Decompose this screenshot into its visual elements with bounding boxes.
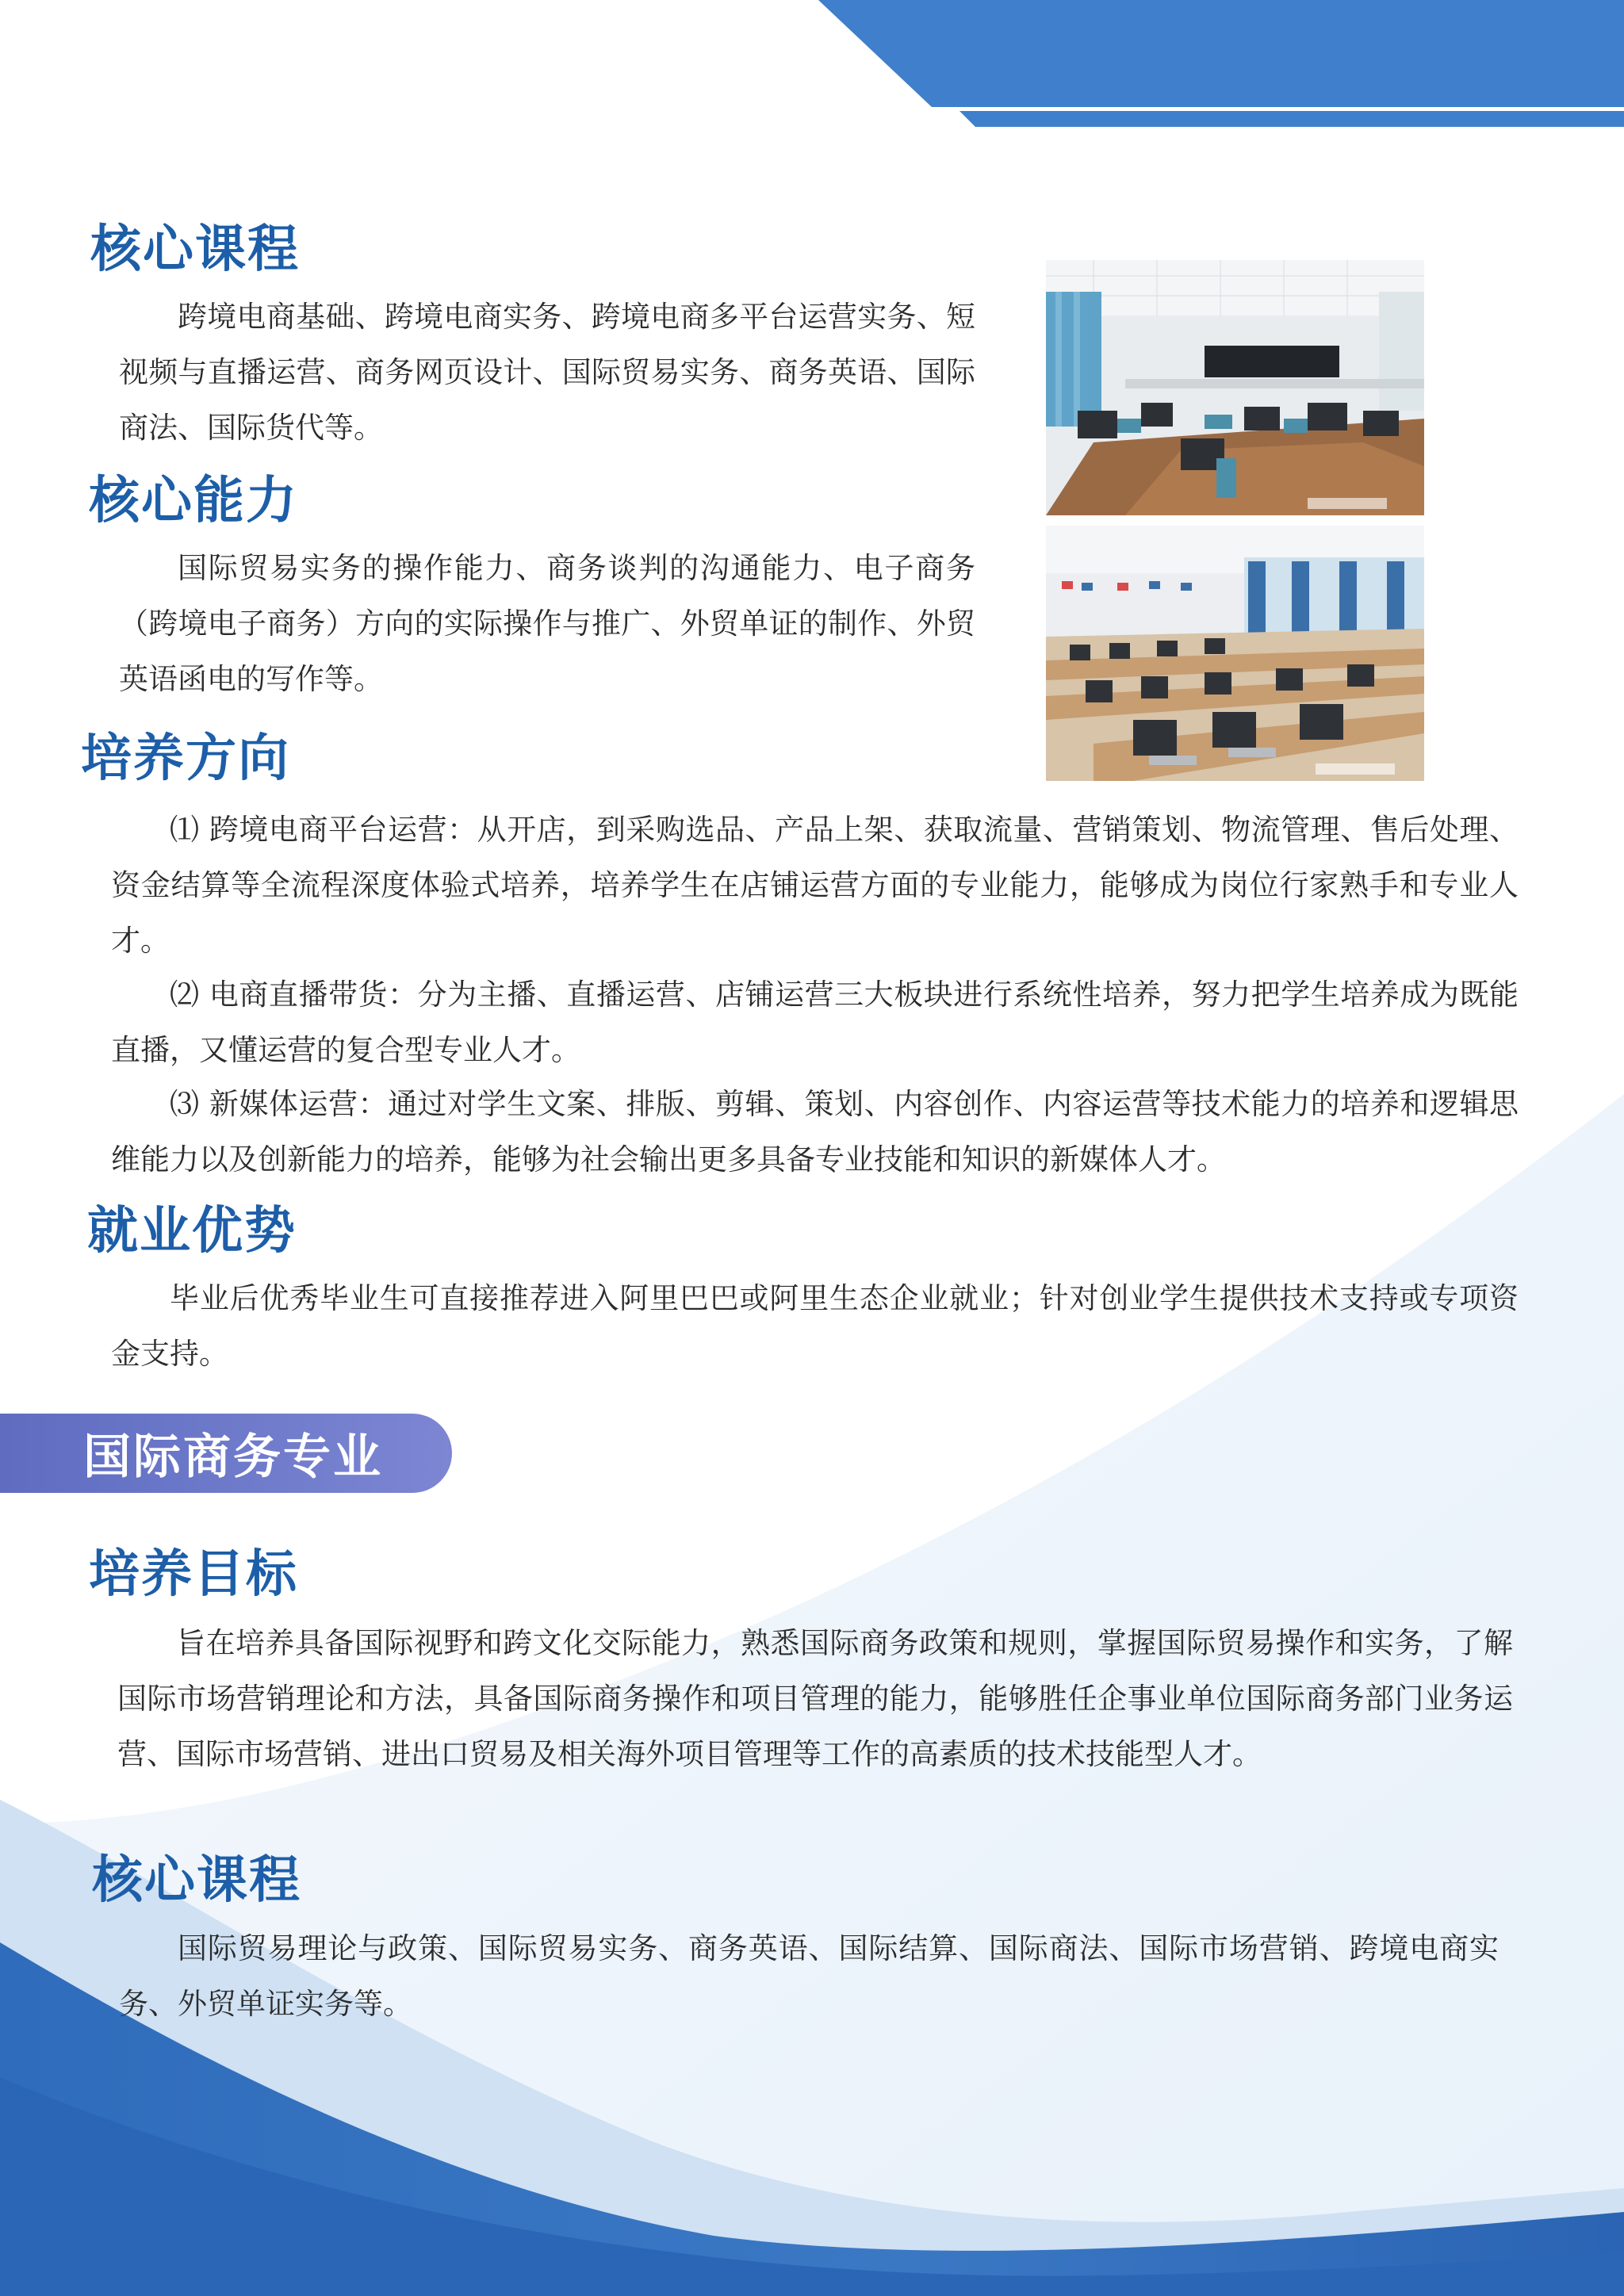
training-goal-paragraph: 旨在培养具备国际视野和跨文化交际能力，熟悉国际商务政策和规则，掌握国际贸易操作和实务，了解国际市场营销理论和方法，具备国际商务操作和项目管理的能力，能够胜任企事业单位国际商务部门业务运营、国际市场营销、进出口贸易及相关海外项目管理等工作的高素质的技术技能型人才。 — [117, 1626, 1513, 1771]
section-heading-core-courses-2: 核心课程 — [92, 1851, 301, 1910]
core-courses-2-paragraph: 国际贸易理论与政策、国际贸易实务、商务英语、国际结算、国际商法、国际市场营销、跨境电商实务、外贸单证实务等。 — [119, 1931, 1499, 2021]
training-direction-item-2: ⑵ 电商直播带货：分为主播、直播运营、店铺运营三大板块进行系统性培养，努力把学生培养成为既能直播，又懂运营的复合型专业人才。 — [111, 978, 1519, 1067]
section-heading-training-direction: 培养方向 — [81, 729, 290, 788]
core-courses-paragraph: 跨境电商基础、跨境电商实务、跨境电商多平台运营实务、短视频与直播运营、商务网页设计、国际贸易实务、商务英语、国际商法、国际货代等。 — [119, 300, 975, 445]
section-heading-core-abilities: 核心能力 — [89, 472, 298, 530]
section-heading-employment-advantages: 就业优势 — [87, 1202, 297, 1261]
training-direction-item-1: ⑴ 跨境电商平台运营：从开店，到采购选品、产品上架、获取流量、营销策划、物流管理、售后处理、资金结算等全流程深度体验式培养，培养学生在店铺运营方面的专业能力，能够成为岗位行家熟手和专业人才。 — [111, 813, 1519, 958]
major-title: 国际商务专业 — [83, 1429, 383, 1485]
training-direction-item-3: ⑶ 新媒体运营：通过对学生文案、排版、剪辑、策划、内容创作、内容运营等技术能力的培养和逻辑思维能力以及创新能力的培养，能够为社会输出更多具备专业技能和知识的新媒体人才。 — [111, 1087, 1519, 1177]
classroom-photo-1 — [1046, 260, 1424, 515]
section-heading-training-goal: 培养目标 — [89, 1545, 298, 1604]
employment-advantages-paragraph: 毕业后优秀毕业生可直接推荐进入阿里巴巴或阿里生态企业就业；针对创业学生提供技术支持或专项资金支持。 — [111, 1281, 1519, 1371]
classroom-photo-2 — [1046, 526, 1424, 781]
section-heading-core-courses: 核心课程 — [90, 220, 300, 279]
major-title-banner — [0, 1414, 452, 1493]
core-abilities-paragraph: 国际贸易实务的操作能力、商务谈判的沟通能力、电子商务（跨境电子商务）方向的实际操作与推广、外贸单证的制作、外贸英语函电的写作等。 — [119, 551, 975, 696]
